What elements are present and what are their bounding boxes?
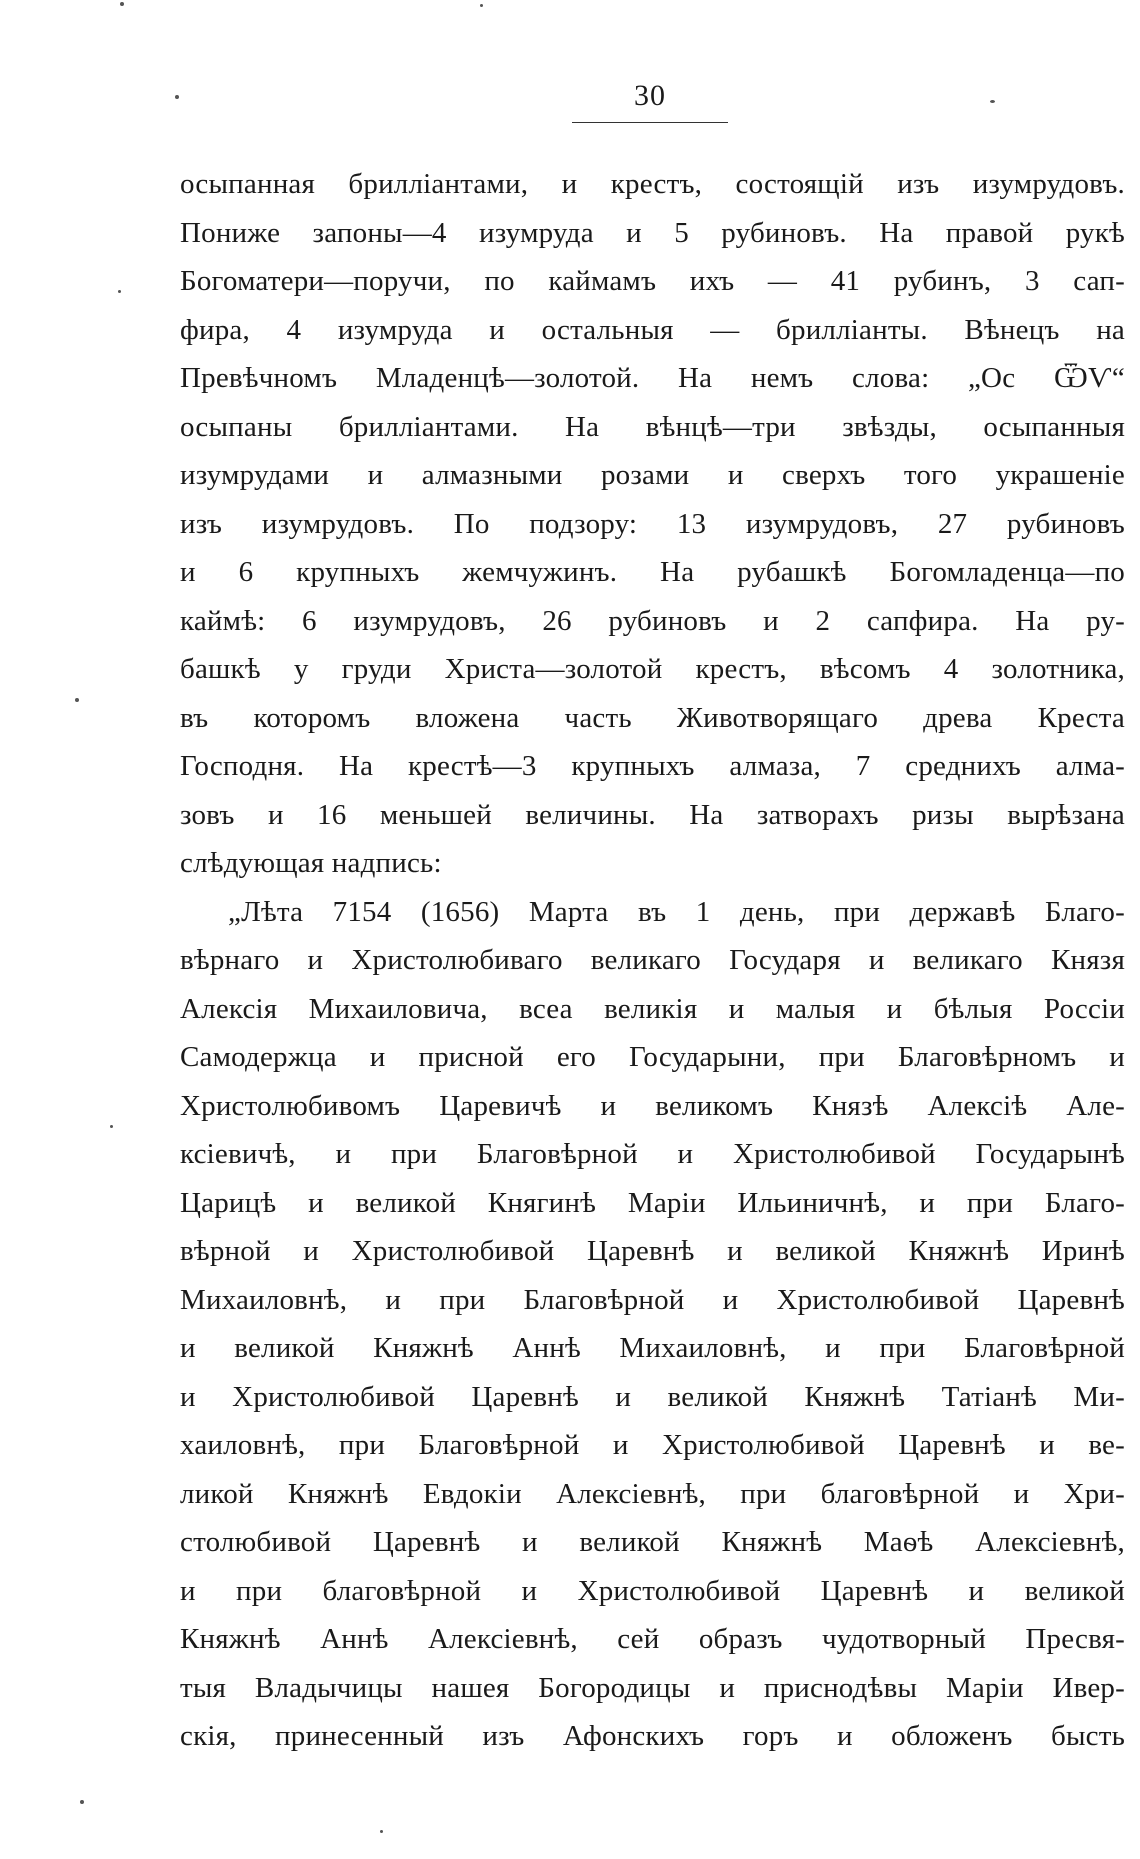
- text-line: осыпанная бриллiантами, и крестъ, состоящiй изъ изумрудовъ.: [180, 168, 1125, 200]
- print-speck: [480, 4, 483, 7]
- text-line: столюбивой Царевнѣ и великой Княжнѣ Маѳѣ Алексiевнѣ,: [180, 1526, 1125, 1558]
- text-line: ликой Княжнѣ Евдокiи Алексiевнѣ, при благовѣрной и Хри-: [180, 1477, 1125, 1510]
- text-line: и великой Княжнѣ Аннѣ Михаиловнѣ, и при Благовѣрной: [180, 1332, 1125, 1364]
- body-text: [180, 160, 1125, 1761]
- inscription-first-line: „Лѣта 7154 (1656) Марта въ 1 день, при державѣ Благо-: [228, 895, 1125, 928]
- print-speck: [110, 1125, 113, 1128]
- page-number: 30: [634, 79, 666, 112]
- text-line: башкѣ у груди Христа—золотой крестъ, вѣсомъ 4 золотника,: [180, 653, 1125, 685]
- text-line: Христолюбивомъ Царевичѣ и великомъ Князѣ Алексiѣ Але-: [180, 1089, 1125, 1122]
- print-speck: [380, 1830, 383, 1833]
- text-line: изумрудами и алмазными розами и сверхъ того украшенiе: [180, 459, 1125, 491]
- text-line: вѣрной и Христолюбивой Царевнѣ и великой Княжнѣ Иринѣ: [180, 1235, 1125, 1267]
- text-line: и 6 крупныхъ жемчужинъ. На рубашкѣ Богомладенца—по: [180, 556, 1125, 588]
- text-line: Михаиловнѣ, и при Благовѣрной и Христолюбивой Царевнѣ: [180, 1283, 1125, 1316]
- text-line: и Христолюбивой Царевнѣ и великой Княжнѣ Татiанѣ Ми-: [180, 1380, 1125, 1413]
- text-line: осыпаны бриллiантами. На вѣнцѣ—три звѣзды, осыпанныя: [180, 410, 1125, 443]
- text-line: Царицѣ и великой Княгинѣ Марiи Ильиничнѣ, и при Благо-: [180, 1186, 1125, 1219]
- text-line: Пониже запоны—4 изумруда и 5 рубиновъ. На правой рукѣ: [180, 216, 1125, 249]
- text-line: скiя, принесенный изъ Афонскихъ горъ и обложенъ бысть: [180, 1720, 1125, 1752]
- print-speck: [118, 290, 121, 293]
- text-line: вѣрнаго и Христолюбиваго великаго Государя и великаго Князя: [180, 944, 1125, 976]
- text-line: тыя Владычицы нашея Богородицы и приснодѣвы Марiи Ивер-: [180, 1671, 1125, 1704]
- text-line: каймѣ: 6 изумрудовъ, 26 рубиновъ и 2 сапфира. На ру-: [180, 604, 1125, 637]
- print-speck: [990, 100, 995, 103]
- text-line: изъ изумрудовъ. По подзору: 13 изумрудовъ, 27 рубиновъ: [180, 507, 1125, 540]
- text-line: Княжнѣ Аннѣ Алексiевнѣ, сей образъ чудотворный Пресвя-: [180, 1623, 1125, 1655]
- text-line: фира, 4 изумруда и остальныя — бриллiанты. Вѣнецъ на: [180, 313, 1125, 346]
- text-line: Превѣчномъ Младенцѣ—золотой. На немъ слова: „Oc ѾѴ“: [180, 362, 1125, 394]
- page-number-rule: [572, 122, 728, 123]
- text-line: Господня. На крестѣ—3 крупныхъ алмаза, 7 среднихъ алма-: [180, 750, 1125, 782]
- print-speck: [75, 698, 79, 702]
- text-line: хаиловнѣ, при Благовѣрной и Христолюбивой Царевнѣ и ве-: [180, 1429, 1125, 1461]
- text-line: слѣдующая надпись:: [180, 847, 442, 879]
- print-speck: [175, 95, 179, 99]
- text-line: зовъ и 16 меньшей величины. На затворахъ ризы вырѣзана: [180, 798, 1125, 831]
- text-line: и при благовѣрной и Христолюбивой Царевнѣ и великой: [180, 1574, 1125, 1607]
- print-speck: [80, 1800, 84, 1804]
- text-line: въ которомъ вложена часть Животворящаго древа Креста: [180, 701, 1125, 734]
- text-line: Алексiя Михаиловича, всеа великiя и малыя и бѣлыя Россiи: [180, 992, 1125, 1025]
- text-line: Самодержца и присной его Государыни, при Благовѣрномъ и: [180, 1041, 1125, 1073]
- print-speck: [120, 2, 124, 6]
- text-line: Богоматери—поручи, по каймамъ ихъ — 41 рубинъ, 3 сап-: [180, 265, 1125, 297]
- text-line: ксiевичѣ, и при Благовѣрной и Христолюбивой Государынѣ: [180, 1138, 1125, 1170]
